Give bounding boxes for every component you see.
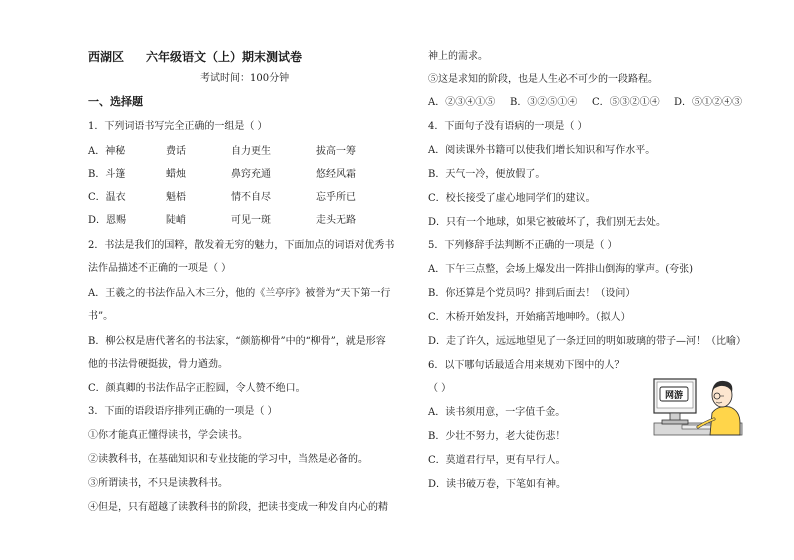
q3-sentence-4: ④但是，只有超越了读教科书的阶段，把读书变成一种发自内心的精 <box>88 502 388 513</box>
q6-option-c: C．莫道君行早，更有早行人。 <box>428 455 566 466</box>
q6-answer-blank: （ ） <box>428 383 452 394</box>
q6-stem: 6．以下哪句话最适合用来规劝下图中的人？ <box>428 360 625 371</box>
q3-option-a: A．②③④①⑤ <box>428 97 496 108</box>
q2-option-c: C．颜真卿的书法作品字正腔圆，令人赞不绝口。 <box>88 383 306 394</box>
q2-option-b-line2: 他的书法骨硬挺拔，骨力遒劲。 <box>88 359 228 370</box>
q3-sentence-1: ①你才能真正懂得读书，学会读书。 <box>88 430 248 441</box>
gamer-illustration <box>652 375 744 437</box>
exam-title <box>88 50 302 64</box>
q1-a-w2: 自力更生 <box>231 146 271 157</box>
q1-b-w2: 鼻窍充通 <box>231 169 271 180</box>
q2-stem-line1: 2．书法是我们的国粹，散发着无穷的魅力，下面加点的词语对优秀书 <box>88 240 395 251</box>
q1-c-label: C．温衣 <box>88 192 126 203</box>
q4-option-a: A．阅读课外书籍可以使我们增长知识和写作水平。 <box>428 145 656 156</box>
q3-option-c: C．⑤③②①④ <box>592 97 660 108</box>
q2-option-b-line1: B．柳公权是唐代著名的书法家，“颜筋柳骨”中的“柳骨”，就是形容 <box>88 336 386 347</box>
figure-screen-text: 网游 <box>664 391 684 401</box>
q2-option-a-line1: A．王羲之的书法作品入木三分，他的《兰亭序》被誉为“天下第一行 <box>88 288 391 299</box>
q1-b-w1: 蜡烛 <box>166 169 186 180</box>
q1-d-w1: 陡峭 <box>166 215 186 226</box>
q1-a-label: A．神秘 <box>88 146 126 157</box>
q1-b-w3: 悠经风霜 <box>316 169 356 180</box>
q5-option-a: A．下午三点整，会场上爆发出一阵排山倒海的掌声。(夸张) <box>428 264 694 275</box>
district-label: 西湖区 <box>88 50 125 64</box>
q1-d-w2: 可见一斑 <box>231 215 271 226</box>
q1-a-w1: 费话 <box>166 146 186 157</box>
q6-option-b: B．少壮不努力，老大徒伤悲！ <box>428 431 566 442</box>
q3-option-d: D．⑤①②④③ <box>674 97 743 108</box>
q5-option-d: D．走了许久，远远地望见了一条迂回的明如玻璃的带子—河！（比喻） <box>428 336 747 347</box>
q2-stem-line2: 法作品描述不正确的一项是（ ） <box>88 263 232 274</box>
q4-option-b: B．天气一冷，便放假了。 <box>428 169 546 180</box>
q4-option-c: C．校长接受了虚心地同学们的建议。 <box>428 193 596 204</box>
q4-stem: 4．下面句子没有语病的一项是（ ） <box>428 121 588 132</box>
q1-d-w3: 走头无路 <box>316 215 356 226</box>
exam-name: 六年级语文（上）期末测试卷 <box>146 50 303 64</box>
q6-option-a: A．读书须用意，一字值千金。 <box>428 407 566 418</box>
q1-d-label: D．恩赐 <box>88 215 127 226</box>
q3-sentence-5: ⑤这是求知的阶段，也是人生必不可少的一段路程。 <box>428 74 658 85</box>
q3-sentence-2: ②读教科书，在基础知识和专业技能的学习中，当然是必备的。 <box>88 454 368 465</box>
q3-sentence-4-cont: 神上的需求。 <box>428 51 488 62</box>
q5-stem: 5．下列修辞手法判断不正确的一项是（ ） <box>428 240 618 251</box>
q1-b-label: B．斗篷 <box>88 169 126 180</box>
q1-a-w3: 拔高一筹 <box>316 146 356 157</box>
q1-c-w1: 魁梧 <box>166 192 186 203</box>
section-heading: 一、选择题 <box>88 95 143 108</box>
q3-option-b: B．③②⑤①④ <box>510 97 578 108</box>
exam-time: 考试时间：100分钟 <box>200 73 290 84</box>
q3-sentence-3: ③所谓读书，不只是读教科书。 <box>88 478 228 489</box>
q1-c-w2: 情不自尽 <box>231 192 271 203</box>
q4-option-d: D．只有一个地球，如果它被破坏了，我们别无去处。 <box>428 217 667 228</box>
q2-option-a-line2: 书”。 <box>88 311 114 322</box>
q5-option-b: B．你还算是个党员吗？排到后面去！（设问） <box>428 288 636 299</box>
q1-c-w3: 忘乎所已 <box>316 192 356 203</box>
q6-option-d: D．读书破万卷，下笔如有神。 <box>428 479 567 490</box>
q1-stem: 1．下列词语书写完全正确的一组是（ ） <box>88 121 268 132</box>
q5-option-c: C．木桥开始发抖，开始痛苦地呻吟。（拟人） <box>428 312 631 323</box>
q3-stem: 3．下面的语段语序排列正确的一项是（ ） <box>88 406 278 417</box>
